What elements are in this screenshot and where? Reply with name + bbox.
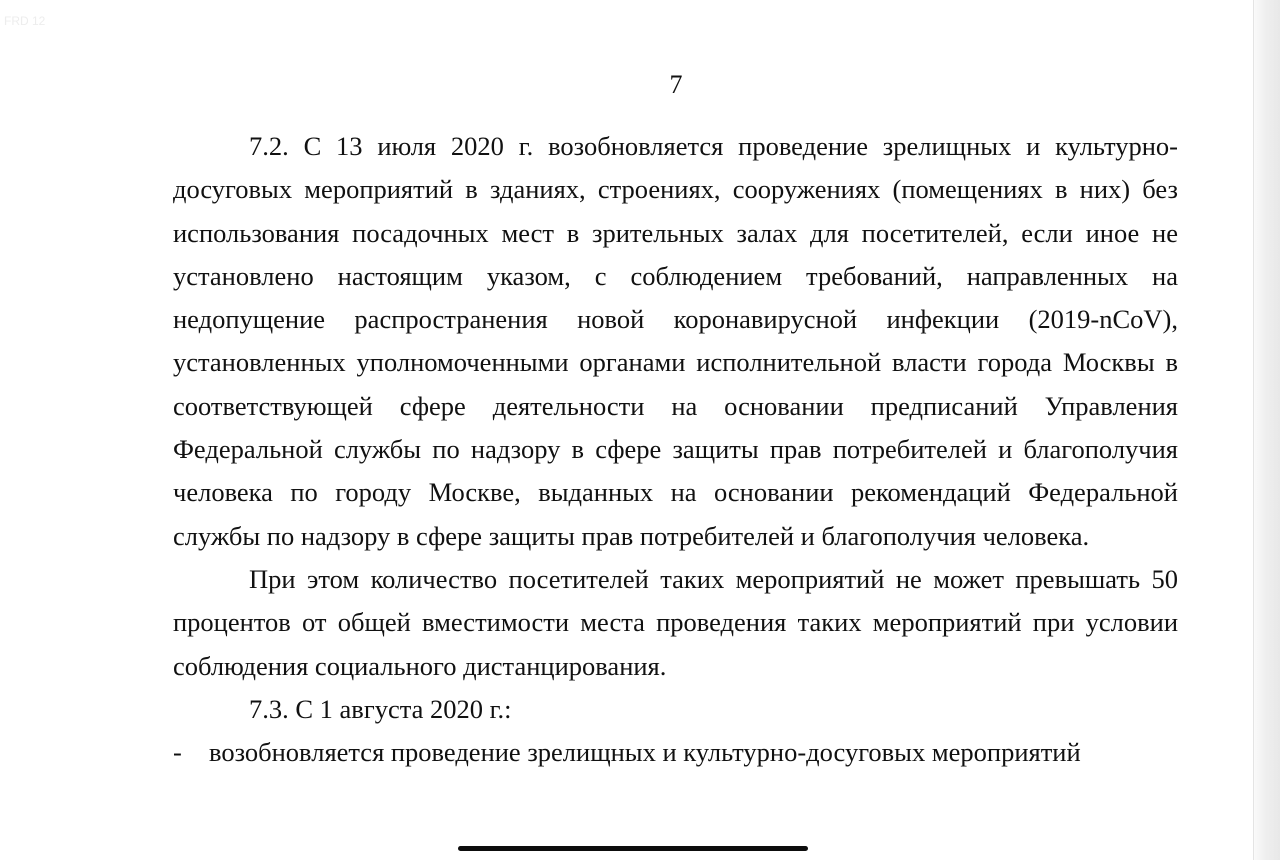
scroll-indicator (458, 846, 808, 851)
paragraph-visitor-limit: При этом количество посетителей таких мероприятий не может превышать 50 процентов от общей вместимости места проведения таких мероприятий при условии соблюдения социального дистанцирования. (173, 563, 1178, 681)
corner-mark: FRD 12 (4, 14, 46, 28)
page-edge (1254, 0, 1280, 860)
paragraph-7-2: 7.2. С 13 июля 2020 г. возобновляется проведение зрелищных и культурно-досуговых мероприятий в зданиях, строениях, сооружениях (помещениях в них) без использования посадочных мест в зрительных залах для посетителей, если иное не установлено настоящим указом, с соблюдением требований, направленных на недопущение распространения новой коронавирусной инфекции (2019-nCoV), установленных уполномоченными органами исполнительной власти города Москвы в соответствующей сфере деятельности на основании предписаний Управления Федеральной службы по надзору в сфере защиты прав потребителей и благополучия человека по городу Москве, выданных на основании рекомендаций Федеральной службы по надзору в сфере защиты прав потребителей и благополучия человека. (173, 131, 1178, 551)
paragraph-7-3: 7.3. С 1 августа 2020 г.: (249, 693, 512, 724)
list-dash: - (173, 737, 182, 768)
list-item (173, 731, 1178, 774)
list-item-text: возобновляется проведение зрелищных и культурно-досуговых мероприятий (209, 737, 1081, 768)
document-body (173, 125, 1178, 774)
page-number: 7 (669, 70, 683, 99)
